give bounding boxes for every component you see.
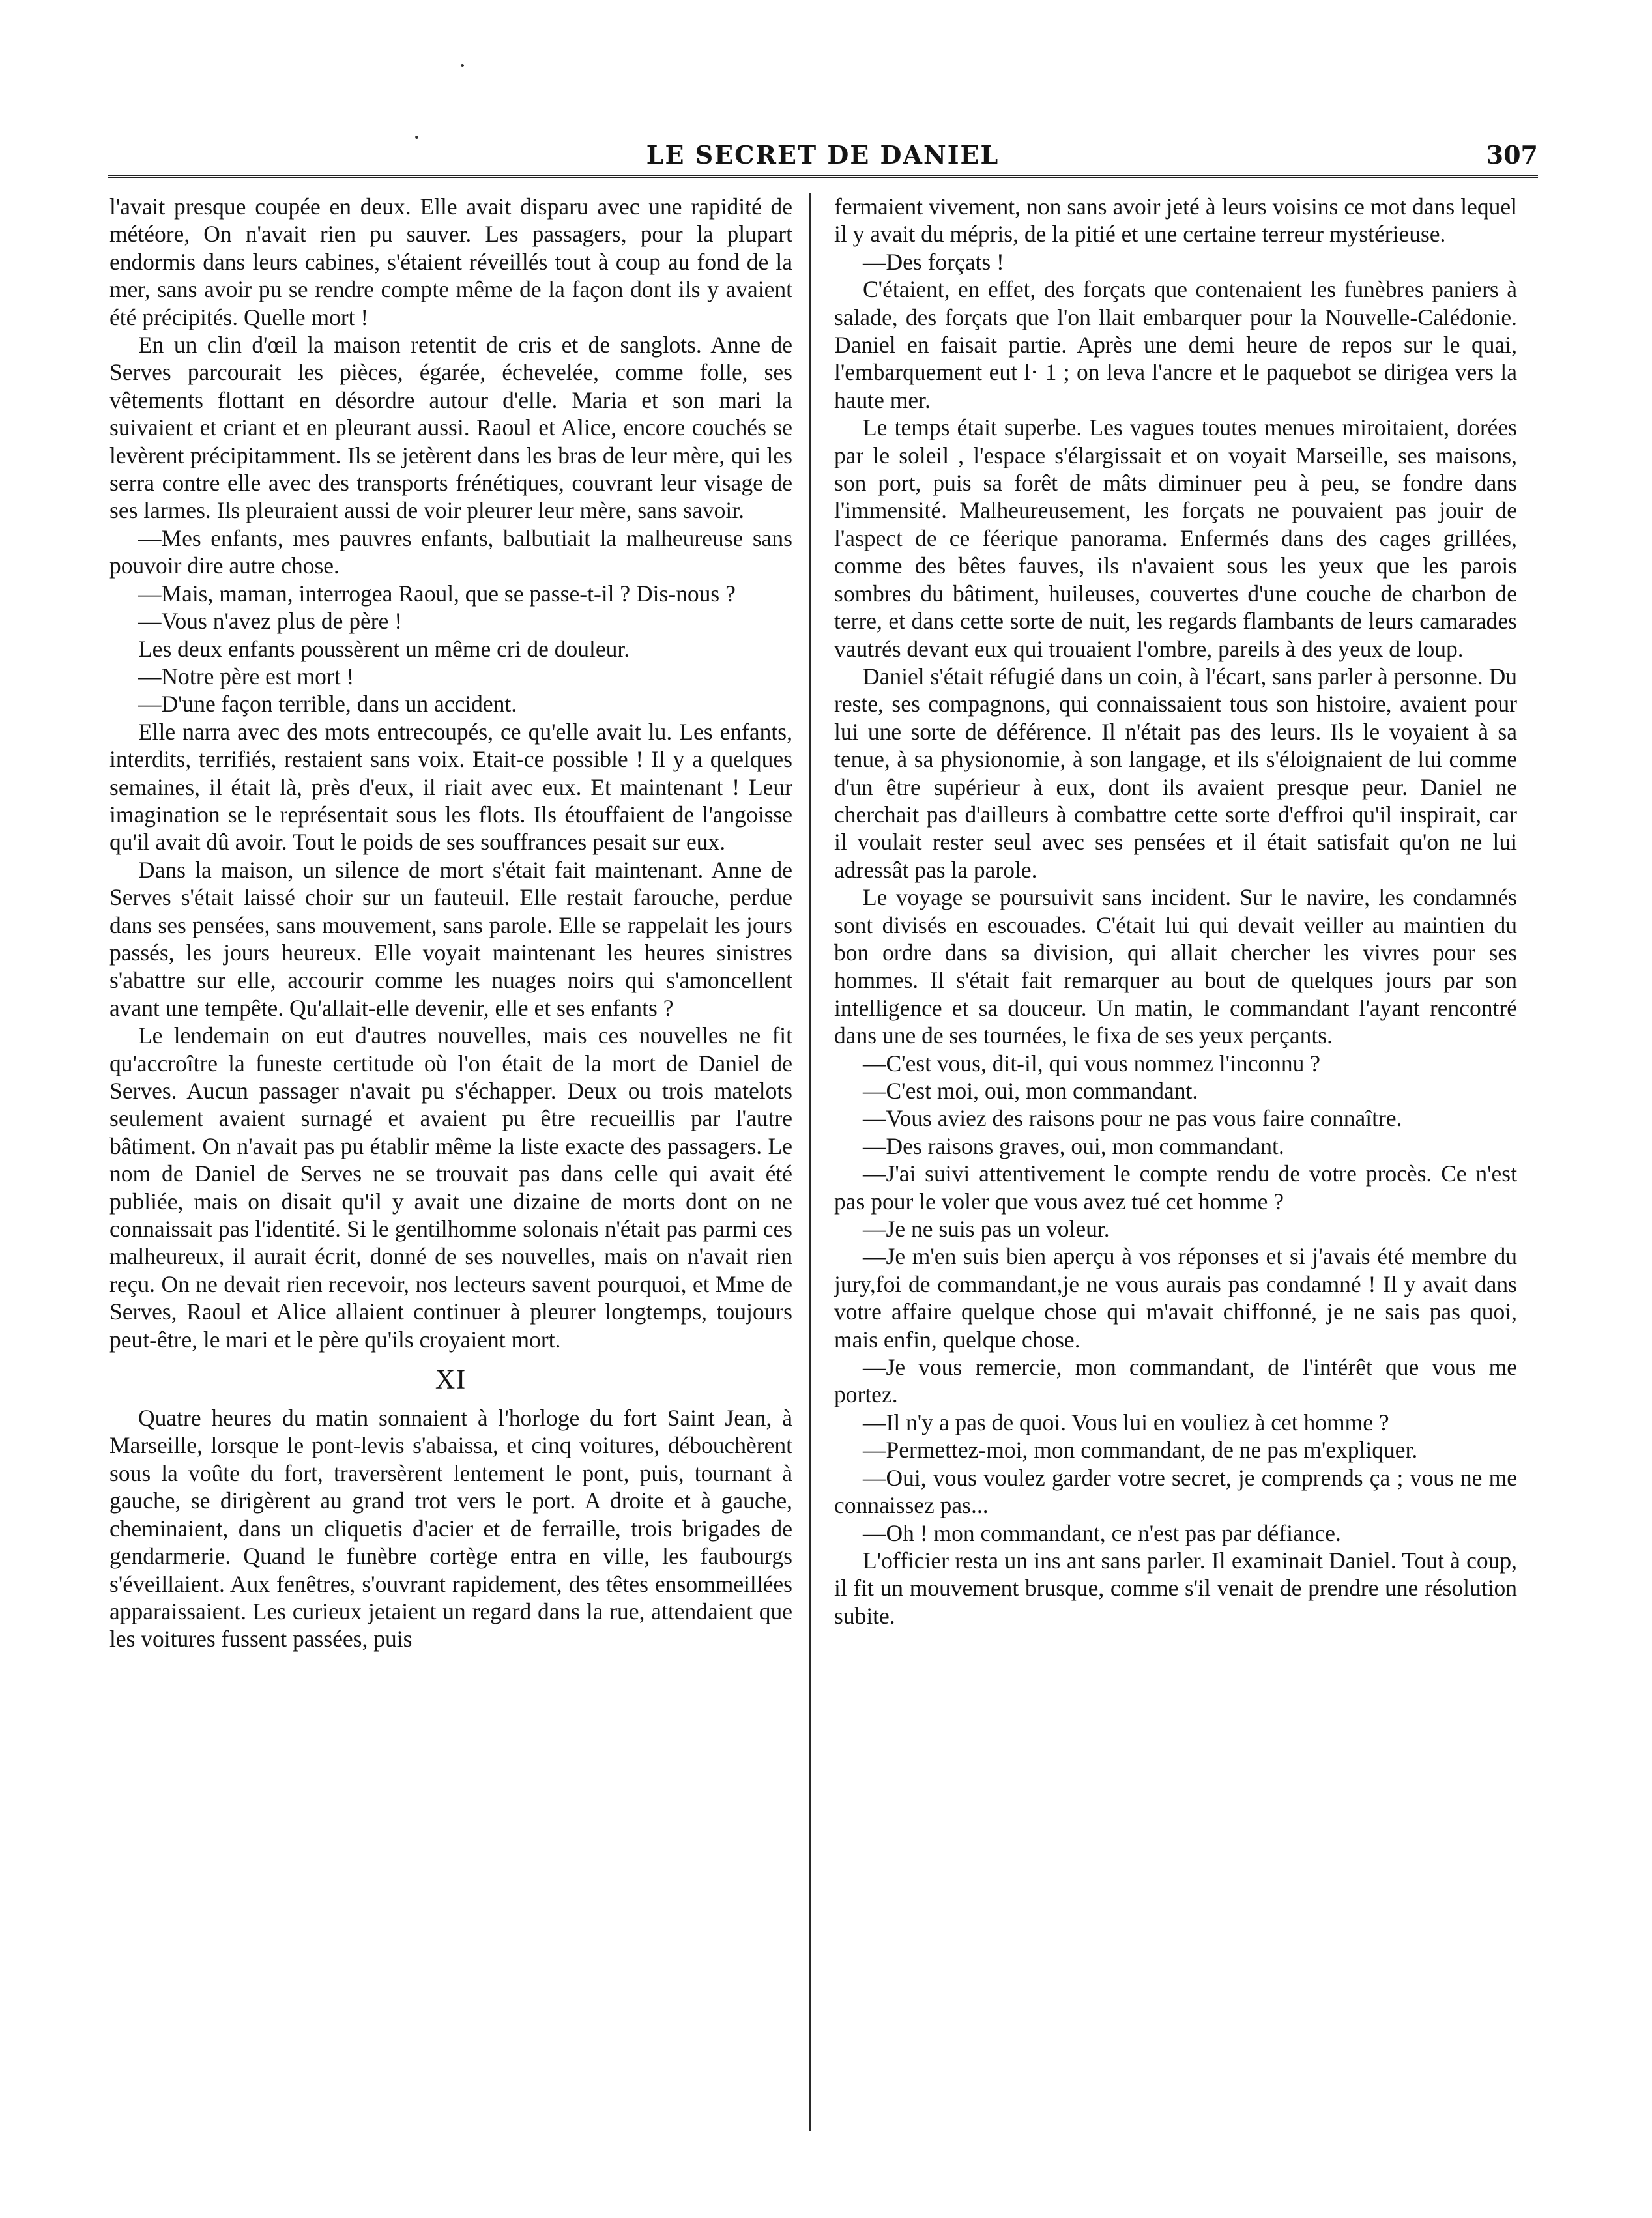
paragraph: Dans la maison, un silence de mort s'était fait maintenant. Anne de Serves s'était laissé choir sur un fauteuil. Elle restait farouche, perdue dans ses pensées, sans mouvement, sans parole. Elle se rappelait les jours passés, les jours heureux. Elle voyait maintenant les heures sinistres s'abattre sur elle, accourir comme les nuages noirs qui s'amoncellent avant une tempête. Qu'allait-elle devenir, elle et ses enfants ? [109,856,792,1021]
paragraph: En un clin d'œil la maison retentit de cris et de sanglots. Anne de Serves parcourait les pièces, égarée, échevelée, comme folle, ses vêtements flottant en désordre autour d'elle. Maria et son mari la suivaient et criant et en pleurant aussi. Raoul et Alice, encore couchés se levèrent précipitamment. Ils se jetèrent dans les bras de leur mère, qui les serra contre elle avec des transports frénétiques, couvrant leur visage de ses larmes. Ils pleuraient aussi de voir pleurer leur mère, sans savoir. [109,332,792,524]
paragraph: Daniel s'était réfugié dans un coin, à l'écart, sans parler à personne. Du reste, ses compagnons, qui connaissaient tous son histoire, avaient pour lui une sorte de déférence. Il n'était pas des leurs. Ils le voyaient à sa tenue, à sa physionomie, à son langage, et ils s'éloignaient de lui comme d'un être supérieur à eux, dont ils avaient presque peur. Daniel ne cherchait pas d'ailleurs à combattre cette sorte d'effroi qu'il inspirait, car il voulait rester seul avec ses pensées et il était satisfait qu'on ne lui adressât pas la parole. [834,663,1517,883]
paragraph: Elle narra avec des mots entrecoupés, ce qu'elle avait lu. Les enfants, interdits, terrifiés, restaient sans voix. Etait-ce possible ! Il y a quelques semaines, il était là, près d'eux, il riait avec eux. Et maintenant ! Leur imagination se le représentait sous les flots. Ils étouffaient de l'angoisse qu'il avait dû avoir. Tout le poids de ses souffrances pesait sur eux. [109,718,792,856]
paragraph: —J'ai suivi attentivement le compte rendu de votre procès. Ce n'est pas pour le voler que vous avez tué cet homme ? [834,1160,1517,1215]
paragraph: —Je m'en suis bien aperçu à vos réponses et si j'avais été membre du jury,foi de commandant,je ne vous aurais pas condamné ! Il y avait dans votre affaire quelque chose qui m'avait chiffonné, je ne sais pas quoi, mais enfin, quelque chose. [834,1243,1517,1353]
paragraph: —C'est moi, oui, mon commandant. [863,1078,1198,1104]
paragraph: L'officier resta un ins ant sans parler. Il examinait Daniel. Tout à coup, il fit un mouvement brusque, comme s'il venait de prendre une résolution subite. [834,1547,1517,1629]
paragraph: l'avait presque coupée en deux. Elle avait disparu avec une rapidité de météore, On n'avait rien pu sauver. Les passagers, pour la plupart endormis dans leurs cabines, s'étaient réveillés tout à coup au fond de la mer, sans avoir pu se rendre compte même de la façon dont ils y avaient été précipités. Quelle mort ! [109,194,792,330]
paragraph: —Je vous remercie, mon commandant, de l'intérêt que vous me portez. [834,1354,1517,1408]
paragraph: —D'une façon terrible, dans un accident. [138,691,517,717]
paragraph: —Mais, maman, interrogea Raoul, que se passe-t-il ? Dis-nous ? [138,580,736,607]
paragraph: Quatre heures du matin sonnaient à l'horloge du fort Saint Jean, à Marseille, lorsque le pont-levis s'abaissa, et cinq voitures, débouchèrent sous la voûte du fort, traversèrent lentement le pont, puis, tournant à gauche, se dirigèrent au grand trot vers le port. A droite et à gauche, cheminaient, dans un cliquetis d'acier et de ferraille, trois brigades de gendarmerie. Quand le funèbre cortège entra en ville, les faubourgs s'éveillaient. Aux fenêtres, s'ouvrant rapidement, des têtes ensommeillées apparaissaient. Les curieux jetaient un regard dans la rue, attendaient que les voitures fussent passées, puis [109,1405,792,1652]
paragraph: Le temps était superbe. Les vagues toutes menues miroitaient, dorées par le soleil , l'espace s'élargissait et on voyait Marseille, ses maisons, son port, puis sa forêt de mâts diminuer peu à peu, se fondre dans l'immensité. Malheureusement, les forçats ne pouvaient pas jouir de l'aspect de ce féerique panorama. Enfermés dans des cages grillées, comme des bêtes fauves, ils n'avaient sous les yeux que les parois sombres du bâtiment, huileuses, couvertes d'une couche de charbon de terre, et dans cette sorte de nuit, les regards flambants de leurs camarades vautrés devant eux qui trouaient l'ombre, pareils à des yeux de loup. [834,414,1517,662]
print-speck [461,64,464,67]
paragraph: —Oui, vous voulez garder votre secret, je comprends ça ; vous ne me connaissez pas... [834,1464,1517,1519]
paragraph: —Permettez-moi, mon commandant, de ne pas m'expliquer. [863,1437,1418,1463]
running-title: LE SECRET DE DANIEL [646,140,1000,169]
paragraph: —Vous n'avez plus de père ! [138,608,403,635]
right-column [834,193,1517,2148]
paragraph: —C'est vous, dit-il, qui vous nommez l'inconnu ? [863,1050,1321,1076]
column-divider [809,193,811,2131]
paragraph: C'étaient, en effet, des forçats que contenaient les funèbres paniers à salade, des forçats que l'on llait embarquer pour la Nouvelle-Calédonie. Daniel en faisait partie. Après une demi heure de repos sur le quai, l'embarquement eut l· 1 ; on leva l'ancre et le paquebot se dirigea vers la haute mer. [834,276,1517,413]
paragraph: Le voyage se poursuivit sans incident. Sur le navire, les condamnés sont divisés en escouades. C'était lui qui devait veiller au maintien du bon ordre dans sa division, qui allait chercher les vivres pour ses hommes. Il s'était fait remarquer au bout de quelques jours par son intelligence et sa douceur. Un matin, le commandant l'ayant rencontré dans une de ses tournées, le fixa de ses yeux perçants. [834,884,1517,1049]
paragraph: —Notre père est mort ! [138,663,355,689]
paragraph: fermaient vivement, non sans avoir jeté à leurs voisins ce mot dans lequel il y avait du mépris, de la pitié et une certaine terreur mystérieuse. [834,194,1517,248]
paragraph: —Il n'y a pas de quoi. Vous lui en vouliez à cet homme ? [863,1409,1389,1435]
page-header [108,134,1538,173]
left-column [109,193,792,2148]
paragraph: —Des forçats ! [863,248,1004,275]
header-rule [108,175,1538,178]
paragraph: —Des raisons graves, oui, mon commandant. [863,1132,1284,1159]
page-number: 307 [1486,140,1538,169]
paragraph: —Oh ! mon commandant, ce n'est pas par défiance. [863,1519,1341,1546]
chapter-heading: XI [435,1365,467,1396]
paragraph: Le lendemain on eut d'autres nouvelles, mais ces nouvelles ne fit qu'accroître la funeste certitude où l'on était de la mort de Daniel de Serves. Aucun passager n'avait pu s'échapper. Deux ou trois matelots seulement avaient surnagé et avaient pu être recueillis par l'autre bâtiment. On n'avait pas pu établir même la liste exacte des passagers. Le nom de Daniel de Serves ne se trouvait pas dans celle qui avait été publiée, mais on disait qu'il y avait une dizaine de morts dont on ne connaissait pas l'identité. Si le gentilhomme solonais n'était pas parmi ces malheureux, il aurait écrit, donné de ses nouvelles, mais on n'avait rien reçu. On ne devait rien recevoir, nos lecteurs savent pourquoi, et Mme de Serves, Raoul et Alice allaient continuer à pleurer longtemps, toujours peut-être, le mari et le père qu'ils croyaient mort. [109,1022,792,1353]
paragraph: —Je ne suis pas un voleur. [863,1216,1110,1243]
paragraph: —Mes enfants, mes pauvres enfants, balbutiait la malheureuse sans pouvoir dire autre chose. [109,525,792,579]
paragraph: —Vous aviez des raisons pour ne pas vous faire connaître. [863,1105,1402,1132]
paragraph: Les deux enfants poussèrent un même cri de douleur. [138,635,630,662]
